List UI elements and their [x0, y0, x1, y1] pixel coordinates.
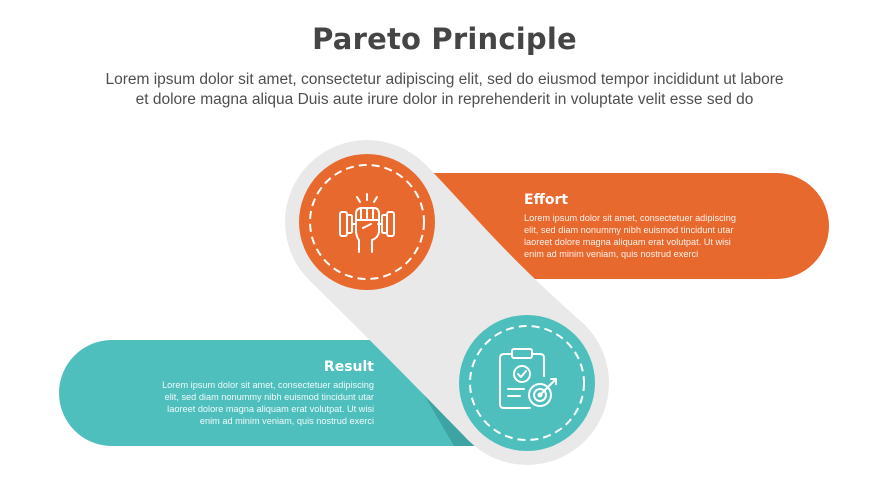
- result-description: [142, 379, 374, 427]
- effort-description-line: Lorem ipsum dolor sit amet, consectetuer adipiscing: [524, 213, 736, 223]
- effort-circle: [299, 154, 435, 290]
- effort-heading: Effort: [524, 192, 569, 208]
- subtitle-line-1: Lorem ipsum dolor sit amet, consectetur adipiscing elit, sed do eiusmod tempor incididunt ut labore: [105, 71, 784, 88]
- result-description-line: Lorem ipsum dolor sit amet, consectetuer adipiscing: [162, 380, 374, 390]
- result-circle: [459, 315, 595, 451]
- effort-description-line: laoreet dolore magna aliquam erat volutpat. Ut wisi: [524, 237, 731, 247]
- result-description-line: laoreet dolore magna aliquam erat volutpat. Ut wisi: [167, 404, 374, 414]
- page-title: Pareto Principle: [312, 22, 577, 56]
- result-description-line: elit, sed diam nonummy nibh euismod tincidunt utar: [164, 392, 374, 402]
- subtitle-line-2: et dolore magna aliqua Duis aute irure dolor in reprehenderit in voluptate velit esse sed do: [135, 91, 754, 108]
- result-heading: Result: [323, 359, 374, 375]
- effort-description-line: elit, sed diam nonummy nibh euismod tincidunt utar: [524, 225, 734, 235]
- effort-description: [524, 212, 756, 260]
- result-description-line: enim ad minim veniam, quis nostrud exerci: [199, 416, 374, 426]
- effort-description-line: enim ad minim veniam, quis nostrud exerci: [524, 249, 699, 259]
